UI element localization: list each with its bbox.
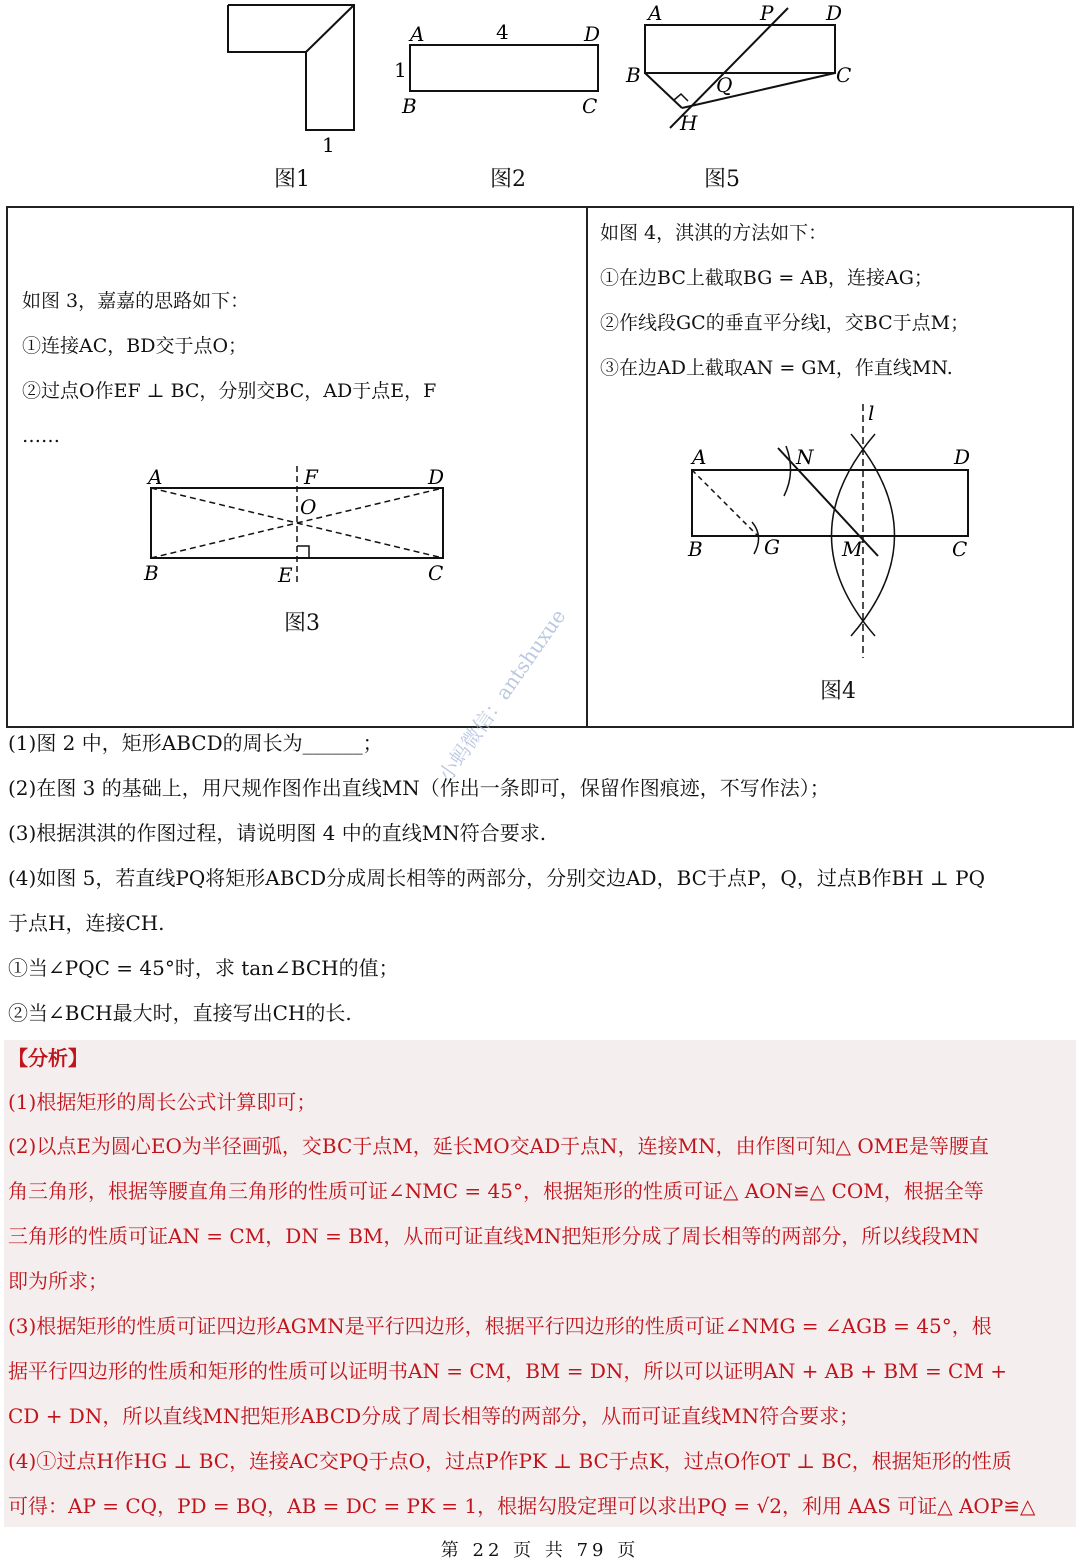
question-1: (1)图 2 中，矩形ABCD的周长为______；	[8, 731, 383, 755]
fig2-label-D: D	[584, 22, 601, 46]
figure-3	[128, 458, 468, 598]
question-4-part-1: ①当∠PQC = 45°时，求 tan∠BCH的值；	[8, 956, 399, 980]
fig3-label-C: C	[428, 561, 444, 585]
analysis-line-4: 三角形的性质可证AN = CM，DN = BM，从而可证直线MN把矩形分成了周长相等的两部分，所以线段MN	[8, 1224, 980, 1248]
panel-right-line-4: ③在边AD上截取AN = GM，作直线MN.	[600, 357, 953, 379]
fig1-caption: 图1	[274, 167, 310, 192]
fig4-arc-G	[752, 522, 759, 554]
fig4-label-N: N	[796, 445, 814, 469]
fig3-label-A: A	[148, 465, 163, 489]
fig5-caption: 图5	[704, 167, 740, 192]
analysis-line-9: (4)①过点H作HG ⊥ BC，连接AC交PQ于点O，过点P作PK ⊥ BC于点K，过点O作OT ⊥ BC，根据矩形的性质	[8, 1449, 1012, 1473]
question-4: (4)如图 5，若直线PQ将矩形ABCD分成周长相等的两部分，分别交边AD，BC于点P，Q，过点B作BH ⊥ PQ	[8, 866, 986, 890]
question-4-part-2: ②当∠BCH最大时，直接写出CH的长.	[8, 1001, 352, 1025]
panel-left-line-4: ……	[22, 425, 60, 447]
fig5-label-C: C	[836, 63, 852, 87]
analysis-line-1: (1)根据矩形的周长公式计算即可；	[8, 1090, 317, 1114]
fig2-label-side-length: 1	[394, 58, 407, 82]
fig1-diagonal	[306, 5, 354, 52]
fig2-label-A: A	[410, 22, 425, 46]
fig4-caption: 图4	[820, 679, 856, 704]
panel-right-line-3: ②作线段GC的垂直平分线l，交BC于点M；	[600, 312, 970, 334]
analysis-line-7: 据平行四边形的性质和矩形的性质可以证明书AN = CM，BM = DN，所以可以证明AN + AB + BM = CM +	[8, 1359, 1007, 1383]
panel-left-line-1: 如图 3，嘉嘉的思路如下：	[22, 290, 250, 312]
fig4-label-A: A	[692, 445, 707, 469]
page-footer: 第 22 页 共 79 页	[440, 1540, 640, 1561]
analysis-line-6: (3)根据矩形的性质可证四边形AGMN是平行四边形，根据平行四边形的性质可证∠NMG = ∠AGB = 45°，根	[8, 1314, 992, 1338]
fig3-caption: 图3	[284, 611, 320, 636]
fig2-rectangle	[410, 45, 598, 91]
fig5-label-P: P	[760, 1, 774, 25]
question-3: (3)根据淇淇的作图过程，请说明图 4 中的直线MN符合要求.	[8, 821, 547, 845]
fig4-label-D: D	[954, 445, 971, 469]
panel-left-line-2: ①连接AC，BD交于点O；	[22, 335, 248, 357]
fig3-label-O: O	[300, 495, 317, 519]
fig5-label-H: H	[680, 111, 698, 135]
question-2: (2)在图 3 的基础上，用尺规作图作出直线MN（作出一条即可，保留作图痕迹，不写作法）；	[8, 776, 830, 800]
analysis-section	[4, 1040, 1076, 1527]
analysis-line-10: 可得：AP = CQ，PD = BQ，AB = DC = PK = 1，根据勾股定理可以求出PQ = √2，利用 AAS 可证△ AOP≌△	[8, 1494, 1036, 1518]
question-4-cont: 于点H，连接CH.	[8, 911, 165, 935]
figure-2	[390, 15, 620, 125]
figure-4	[678, 396, 978, 666]
fig5-segment-BH	[645, 73, 682, 108]
panel-right-line-2: ①在边BC上截取BG = AB，连接AG；	[600, 267, 933, 289]
fig4-label-C: C	[952, 537, 968, 561]
analysis-line-2: (2)以点E为圆心EO为半径画弧，交BC于点M，延长MO交AD于点N，连接MN，由作图可知△ OME是等腰直	[8, 1134, 989, 1158]
analysis-heading: 【分析】	[8, 1046, 88, 1070]
fig4-label-G: G	[764, 535, 780, 559]
panel-qiqi	[586, 206, 1074, 728]
fig5-label-A: A	[648, 1, 663, 25]
panel-jiajia	[6, 206, 588, 728]
fig3-label-F: F	[304, 465, 318, 489]
panel-left-line-3: ②过点O作EF ⊥ BC，分别交BC，AD于点E，F	[22, 380, 437, 402]
watermark: 小蚂微信：antshuxue	[433, 604, 571, 787]
fig5-label-B: B	[626, 63, 641, 87]
fig4-segment-AG	[692, 470, 758, 536]
fig2-label-B: B	[402, 94, 417, 118]
figure-5	[620, 0, 860, 140]
fig1-label-side: 1	[322, 133, 335, 157]
fig2-label-C: C	[582, 94, 598, 118]
fig5-label-Q: Q	[716, 73, 733, 97]
fig5-right-angle-mark	[674, 94, 688, 101]
analysis-line-5: 即为所求；	[8, 1269, 108, 1293]
fig3-label-D: D	[428, 465, 445, 489]
analysis-line-8: CD + DN，所以直线MN把矩形ABCD分成了周长相等的两部分，从而可证直线MN符合要求；	[8, 1404, 860, 1428]
fig4-label-l: l	[868, 401, 875, 425]
fig4-label-B: B	[688, 537, 703, 561]
fig3-right-angle-mark	[297, 546, 309, 558]
fig2-caption: 图2	[490, 167, 526, 192]
fig3-label-B: B	[144, 561, 159, 585]
fig2-label-top-length: 4	[496, 20, 509, 44]
fig3-label-E: E	[278, 563, 293, 587]
fig4-label-M: M	[842, 537, 863, 561]
fig5-rectangle	[645, 25, 835, 73]
panel-right-line-1: 如图 4，淇淇的方法如下：	[600, 222, 828, 244]
fig5-label-D: D	[826, 1, 843, 25]
fig5-segment-CH	[682, 73, 835, 108]
analysis-line-3: 角三角形，根据等腰直角三角形的性质可证∠NMC = 45°，根据矩形的性质可证△ AON≌△ COM，根据全等	[8, 1179, 984, 1203]
